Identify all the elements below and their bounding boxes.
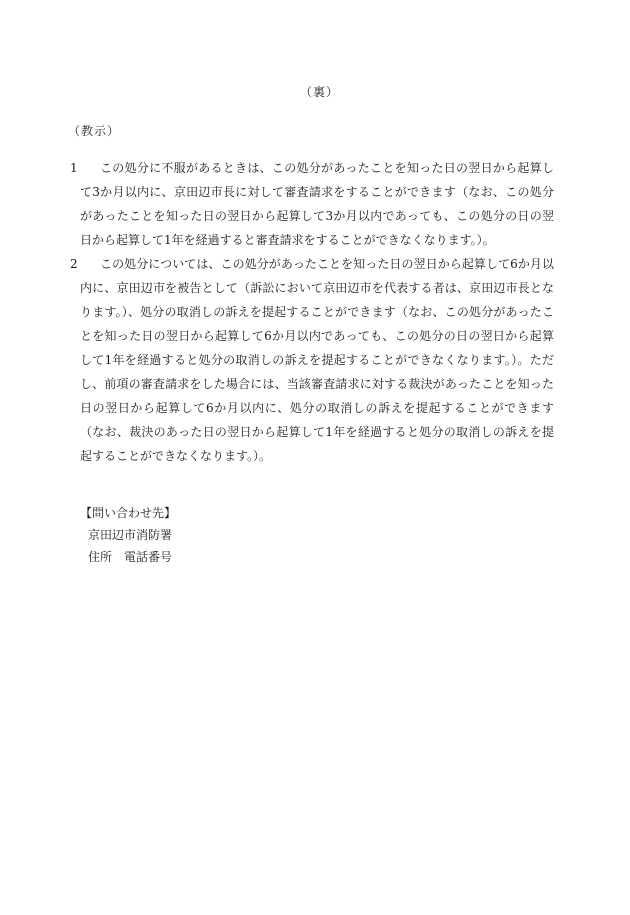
contact-office: 京田辺市消防署: [88, 528, 173, 542]
item-text: この処分に不服があるときは、この処分があったことを知った日の翌日から起算して3か月以内に、京田辺市長に対して審査請求をすることができます（なお、この処分があったことを知った日の翌日から起算して3か月以内であっても、この処分の日の翌日から起算して1年を経過すると審査請求をすることができなくなります。）。: [80, 161, 554, 247]
notice-heading: （教示）: [68, 124, 121, 138]
item-number: 1: [70, 161, 78, 175]
side-label: （裏）: [300, 85, 340, 99]
item-number: 2: [70, 257, 78, 271]
item-text: この処分については、この処分があったことを知った日の翌日から起算して6か月以内に、京田辺市を被告として（訴訟において京田辺市を代表する者は、京田辺市長となります。）、処分の取消しの訴えを提起することができます（なお、この処分があったことを知った日の翌日から起算して6か月以内であっても、この処分の日の翌日から起算して1年を経過すると処分の取消しの訴えを提起することができなくなります。）。ただし、前項の審査請求をした場合には、当該審査請求に対する裁決があったことを知った日の翌日から起算して6か月以内に、処分の取消しの訴えを提起することができます（なお、裁決のあった日の翌日から起算して1年を経過すると処分の取消しの訴えを提起することができなくなります。）。: [80, 257, 554, 463]
contact-block: [80, 502, 176, 568]
notice-item-1: [72, 156, 554, 252]
contact-address-phone: 住所 電話番号: [88, 550, 173, 564]
contact-heading: 【問い合わせ先】: [80, 506, 177, 520]
notice-item-2: [72, 252, 554, 468]
